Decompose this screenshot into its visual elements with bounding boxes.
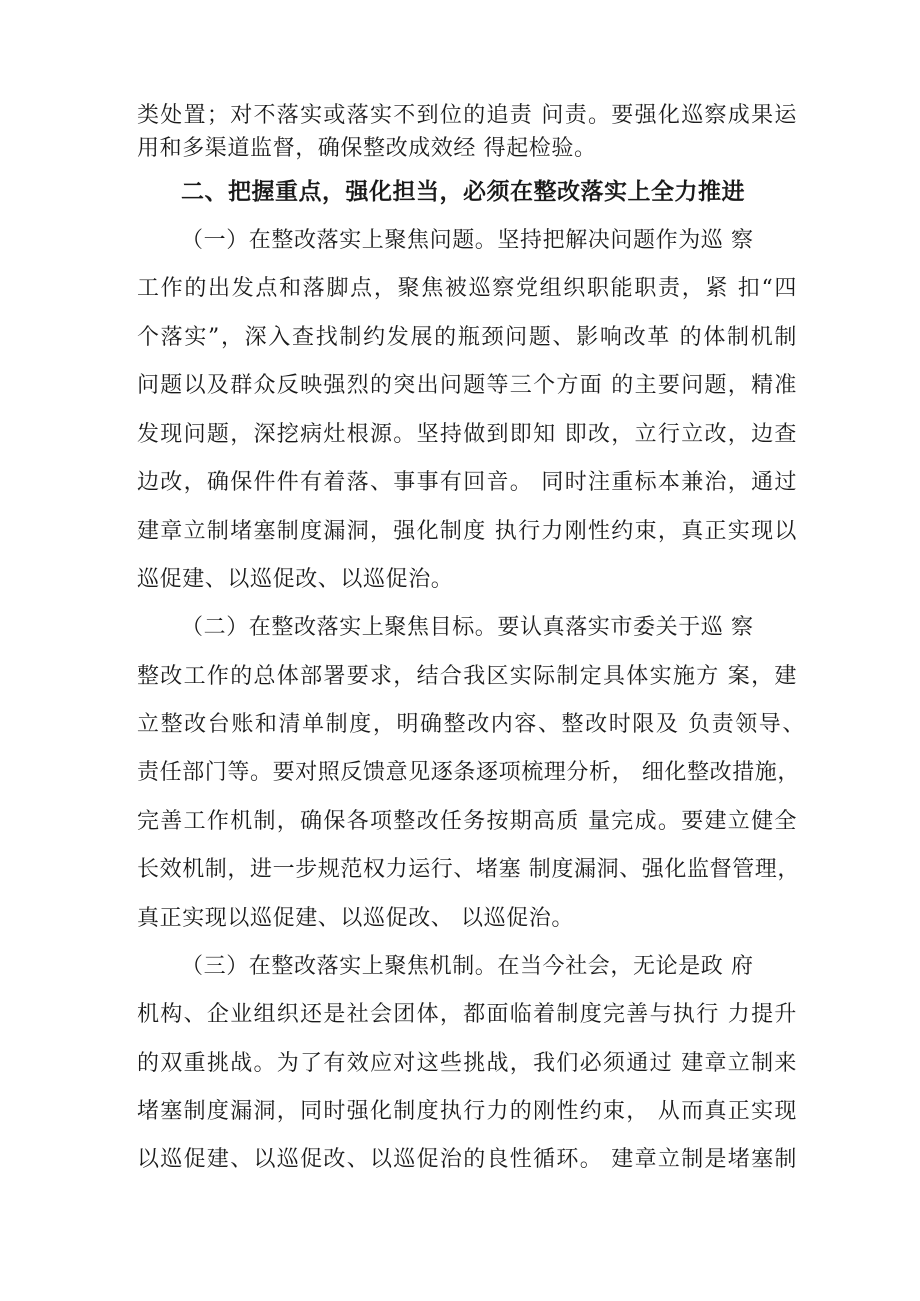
paragraph-first-line: （一）在整改落实上聚焦问题。坚持把解决问题作为巡 察 bbox=[181, 228, 754, 253]
section-heading: 二、把握重点，强化担当，必须在整改落实上全力推进 bbox=[181, 179, 745, 205]
body-line: 工作的出发点和落脚点，聚焦被巡察党组织职能职责，紧 扣“四 bbox=[137, 276, 797, 301]
body-line: 责任部门等。要对照反馈意见逐条逐项梳理分析， 细化整改措施， bbox=[137, 760, 800, 785]
body-line: 机构、企业组织还是社会团体，都面临着制度完善与执行 力提升 bbox=[137, 1002, 797, 1027]
body-line: 立整改台账和清单制度，明确整改内容、整改时限及 负责领导、 bbox=[137, 712, 805, 737]
body-line: 整改工作的总体部署要求，结合我区实际制定具体实施方 案，建 bbox=[137, 664, 797, 689]
body-line: 长效机制，进一步规范权力运行、堵塞 制度漏洞、强化监督管理， bbox=[137, 857, 800, 882]
body-line: 的双重挑战。为了有效应对这些挑战，我们必须通过 建章立制来 bbox=[137, 1051, 797, 1076]
body-line: 完善工作机制，确保各项整改任务按期高质 量完成。要建立健全 bbox=[137, 809, 797, 834]
body-line: 发现问题，深挖病灶根源。坚持做到即知 即改，立行立改，边查 bbox=[137, 422, 797, 447]
body-line: 堵塞制度漏洞，同时强化制度执行力的刚性约束， 从而真正实现 bbox=[137, 1099, 797, 1124]
body-line: 类处置；对不落实或落实不到位的追责 问责。要强化巡察成果运 bbox=[137, 103, 797, 128]
body-line: 边改，确保件件有着落、事事有回音。 同时注重标本兼治，通过 bbox=[137, 470, 797, 495]
paragraph-first-line: （三）在整改落实上聚焦机制。在当今社会，无论是政 府 bbox=[181, 954, 754, 979]
body-line: 用和多渠道监督，确保整改成效经 得起检验。 bbox=[137, 136, 597, 161]
body-line: 真正实现以巡促建、以巡促改、 以巡促治。 bbox=[137, 906, 574, 931]
body-line: 以巡促建、以巡促改、以巡促治的良性循环。 建章立制是堵塞制 bbox=[137, 1147, 797, 1172]
paragraph-first-line: （二）在整改落实上聚焦目标。要认真落实市委关于巡 察 bbox=[181, 615, 754, 640]
body-line: 问题以及群众反映强烈的突出问题等三个方面 的主要问题，精准 bbox=[137, 373, 797, 398]
body-line: 建章立制堵塞制度漏洞，强化制度 执行力刚性约束，真正实现以 bbox=[137, 519, 797, 544]
body-line: 个落实”，深入查找制约发展的瓶颈问题、影响改革 的体制机制 bbox=[137, 325, 797, 350]
body-line: 巡促建、以巡促改、以巡促治。 bbox=[137, 567, 454, 592]
